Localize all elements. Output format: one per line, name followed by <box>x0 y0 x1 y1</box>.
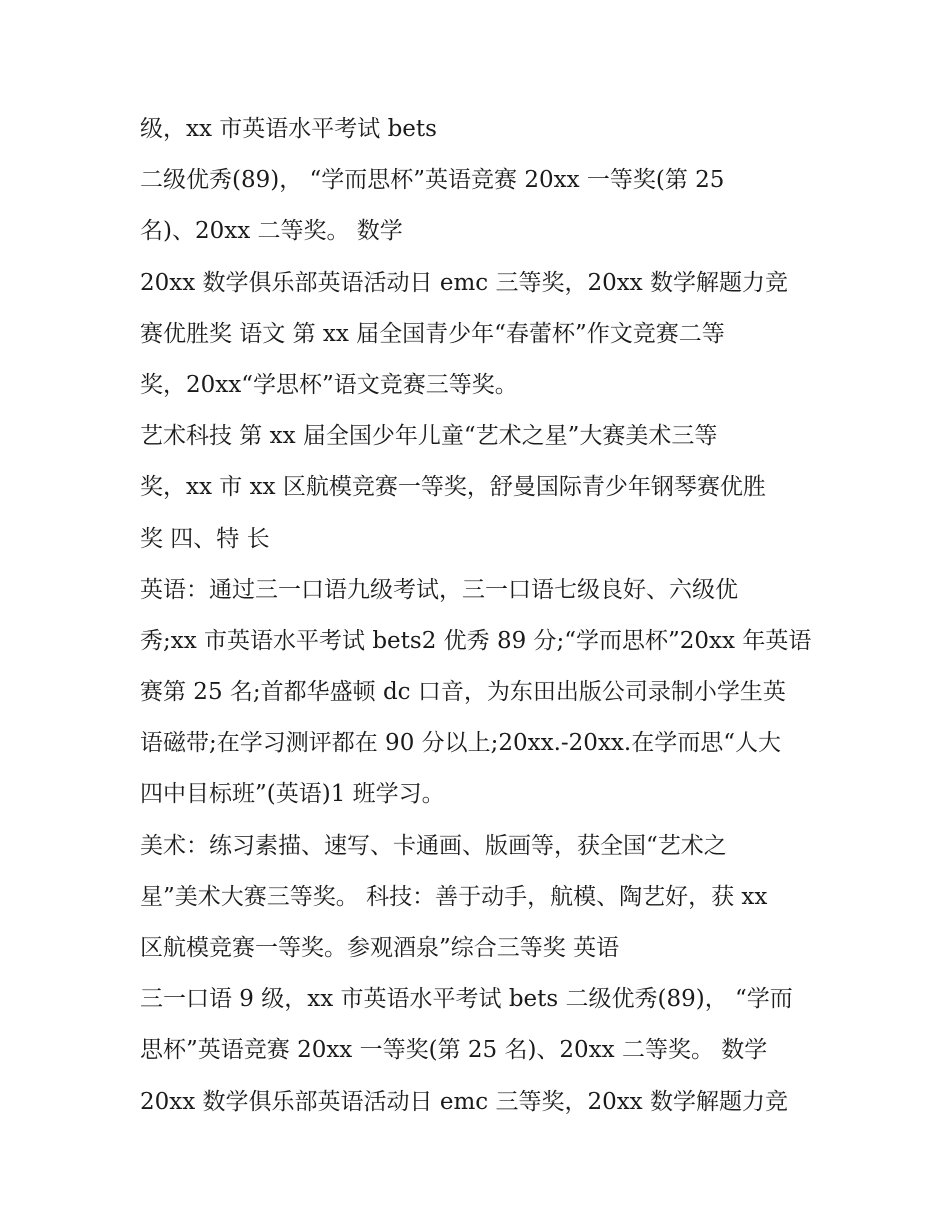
text-line: 赛第 25 名;首都华盛顿 dc 口音，为东田出版公司录制小学生英 <box>140 679 786 706</box>
text-line: 星”美术大赛三等奖。 科技：善于动手，航模、陶艺好，获 xx <box>140 883 768 910</box>
text-line: 英语：通过三一口语九级考试，三一口语七级良好、六级优 <box>140 576 738 603</box>
text-line: 赛优胜奖 语文 第 xx 届全国青少年“春蕾杯”作文竞赛二等 <box>140 320 725 347</box>
text-line: 美术：练习素描、速写、卡通画、版画等，获全国“艺术之 <box>140 832 727 859</box>
text-line: 20xx 数学俱乐部英语活动日 emc 三等奖，20xx 数学解题力竞 <box>140 269 788 296</box>
text-line: 区航模竞赛一等奖。参观酒泉”综合三等奖 英语 <box>140 935 620 961</box>
text-line: 秀;xx 市英语水平考试 bets2 优秀 89 分;“学而思杯”20xx 年英语 <box>140 627 812 654</box>
text-line: 二级优秀(89)， “学而思杯”英语竞赛 20xx 一等奖(第 25 <box>140 167 725 194</box>
text-line: 思杯”英语竞赛 20xx 一等奖(第 25 名)、20xx 二等奖。 数学 <box>140 1037 768 1064</box>
text-line: 四中目标班”(英语)1 班学习。 <box>140 781 445 808</box>
text-line: 名)、20xx 二等奖。 数学 <box>140 218 403 245</box>
text-line: 三一口语 9 级，xx 市英语水平考试 bets 二级优秀(89)， “学而 <box>140 986 793 1013</box>
text-line: 艺术科技 第 xx 届全国少年儿童“艺术之星”大赛美术三等 <box>140 423 718 450</box>
text-line: 奖，20xx“学思杯”语文竞赛三等奖。 <box>140 371 518 398</box>
text-line: 20xx 数学俱乐部英语活动日 emc 三等奖，20xx 数学解题力竞 <box>140 1088 788 1115</box>
text-line: 级，xx 市英语水平考试 bets <box>140 116 437 142</box>
text-line: 奖 四、特 长 <box>140 525 270 552</box>
text-line: 语磁带;在学习测评都在 90 分以上;20xx.-20xx.在学而思“人大 <box>140 730 781 757</box>
text-line: 奖，xx 市 xx 区航模竞赛一等奖，舒曼国际青少年钢琴赛优胜 <box>140 474 766 501</box>
document-body <box>140 104 860 1128</box>
